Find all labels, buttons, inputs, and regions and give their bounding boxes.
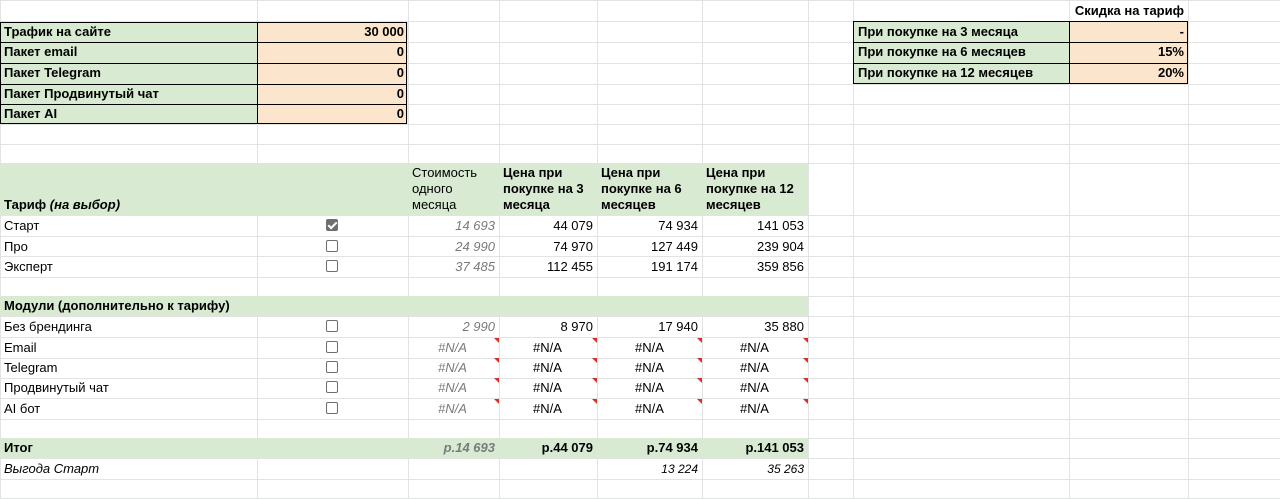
module-ai-checkbox[interactable] (326, 402, 338, 414)
price-6m: 17 940 (658, 319, 698, 334)
total-12m: р.141 053 (745, 440, 804, 455)
module-name: Без брендинга (4, 319, 92, 334)
monthly-cost: 37 485 (455, 259, 495, 274)
monthly-cost[interactable]: #N/A (438, 401, 467, 416)
module-branding-checkbox[interactable] (326, 320, 338, 332)
modules-header (0, 296, 808, 316)
telegram-package-label: Пакет Telegram (0, 63, 257, 84)
price-3m: 44 079 (553, 218, 593, 233)
price-6m[interactable]: #N/A (635, 340, 664, 355)
module-name: AI бот (4, 401, 41, 416)
monthly-cost[interactable]: #N/A (438, 380, 467, 395)
price-12m[interactable]: #N/A (740, 401, 769, 416)
discount-12m-label: При покупке на 12 месяцев (854, 63, 1069, 84)
price-3m[interactable]: #N/A (533, 380, 562, 395)
email-package-value[interactable]: 0 (257, 42, 408, 63)
price-12m: 239 904 (757, 239, 804, 254)
discount-rule (853, 63, 1188, 64)
tariff-name: Эксперт (4, 259, 53, 274)
price-12m: 141 053 (757, 218, 804, 233)
discount-6m-label: При покупке на 6 месяцев (854, 42, 1069, 63)
total-label: Итог (4, 440, 33, 455)
module-name: Email (4, 340, 37, 355)
price-12m[interactable]: #N/A (740, 380, 769, 395)
inputs-divider (257, 22, 258, 124)
discount-3m-value[interactable]: - (1069, 22, 1188, 42)
monthly-cost-header: Стоимость одного месяца (412, 165, 478, 212)
inputs-rule (0, 104, 407, 105)
error-marker-icon (803, 358, 808, 363)
monthly-cost[interactable]: #N/A (438, 360, 467, 375)
discount-3m-label: При покупке на 3 месяца (854, 22, 1069, 42)
discount-rule (853, 42, 1188, 43)
price-12m[interactable]: #N/A (740, 360, 769, 375)
module-name: Telegram (4, 360, 58, 375)
error-marker-icon (803, 378, 808, 383)
price-3m-header: Цена при покупке на 3 месяца (503, 165, 584, 212)
price-6m[interactable]: #N/A (635, 401, 664, 416)
traffic-label: Трафик на сайте (0, 22, 257, 42)
price-6m: 74 934 (658, 218, 698, 233)
price-12m: 35 880 (764, 319, 804, 334)
module-email-checkbox[interactable] (326, 341, 338, 353)
benefit-6m: 13 224 (661, 462, 698, 476)
inputs-rule (0, 63, 407, 64)
tariff-header-note: (на выбор) (49, 197, 121, 212)
error-marker-icon (803, 399, 808, 404)
price-12m-header: Цена при покупке на 12 месяцев (706, 165, 794, 212)
discount-6m-value[interactable]: 15% (1069, 42, 1188, 63)
discount-12m-value[interactable]: 20% (1069, 63, 1188, 84)
benefit-12m: 35 263 (767, 462, 804, 476)
tariff-pro-checkbox[interactable] (326, 240, 338, 252)
price-3m[interactable]: #N/A (533, 360, 562, 375)
inputs-rule (0, 84, 407, 85)
monthly-cost: 2 990 (462, 319, 495, 334)
total-3m: р.44 079 (541, 440, 593, 455)
price-6m: 191 174 (651, 259, 698, 274)
price-3m: 8 970 (560, 319, 593, 334)
module-chat-checkbox[interactable] (326, 381, 338, 393)
module-name: Продвинутый чат (4, 380, 109, 395)
error-marker-icon (803, 338, 808, 343)
tariff-column-header (0, 195, 257, 215)
monthly-cost: 14 693 (455, 218, 495, 233)
tariff-name: Про (4, 239, 28, 254)
price-12m: 359 856 (757, 259, 804, 274)
monthly-cost[interactable]: #N/A (438, 340, 467, 355)
price-3m[interactable]: #N/A (533, 340, 562, 355)
telegram-package-value[interactable]: 0 (257, 63, 408, 84)
total-monthly: р.14 693 (443, 440, 495, 455)
email-package-label: Пакет email (0, 42, 257, 63)
price-3m: 74 970 (553, 239, 593, 254)
price-3m: 112 455 (546, 259, 593, 274)
monthly-cost: 24 990 (455, 239, 495, 254)
price-6m[interactable]: #N/A (635, 360, 664, 375)
traffic-value[interactable]: 30 000 (257, 22, 408, 42)
price-6m: 127 449 (651, 239, 698, 254)
benefit-label: Выгода Старт (4, 461, 100, 476)
price-6m-header: Цена при покупке на 6 месяцев (601, 165, 682, 212)
module-telegram-checkbox[interactable] (326, 361, 338, 373)
price-6m[interactable]: #N/A (635, 380, 664, 395)
tariff-expert-checkbox[interactable] (326, 260, 338, 272)
tariff-name: Старт (4, 218, 40, 233)
chat-package-value[interactable]: 0 (257, 84, 408, 104)
tariff-header-text: Тариф (4, 197, 47, 212)
price-3m[interactable]: #N/A (533, 401, 562, 416)
discount-divider (1069, 21, 1070, 84)
inputs-rule (0, 42, 407, 43)
price-12m[interactable]: #N/A (740, 340, 769, 355)
chat-package-label: Пакет Продвинутый чат (0, 84, 257, 104)
ai-package-value[interactable]: 0 (257, 104, 408, 124)
modules-header-text: Модули (дополнительно к тарифу) (4, 298, 230, 313)
ai-package-label: Пакет AI (0, 104, 257, 124)
discount-title: Скидка на тариф (1074, 3, 1184, 18)
tariff-start-checkbox[interactable] (326, 219, 338, 231)
total-6m: р.74 934 (646, 440, 698, 455)
